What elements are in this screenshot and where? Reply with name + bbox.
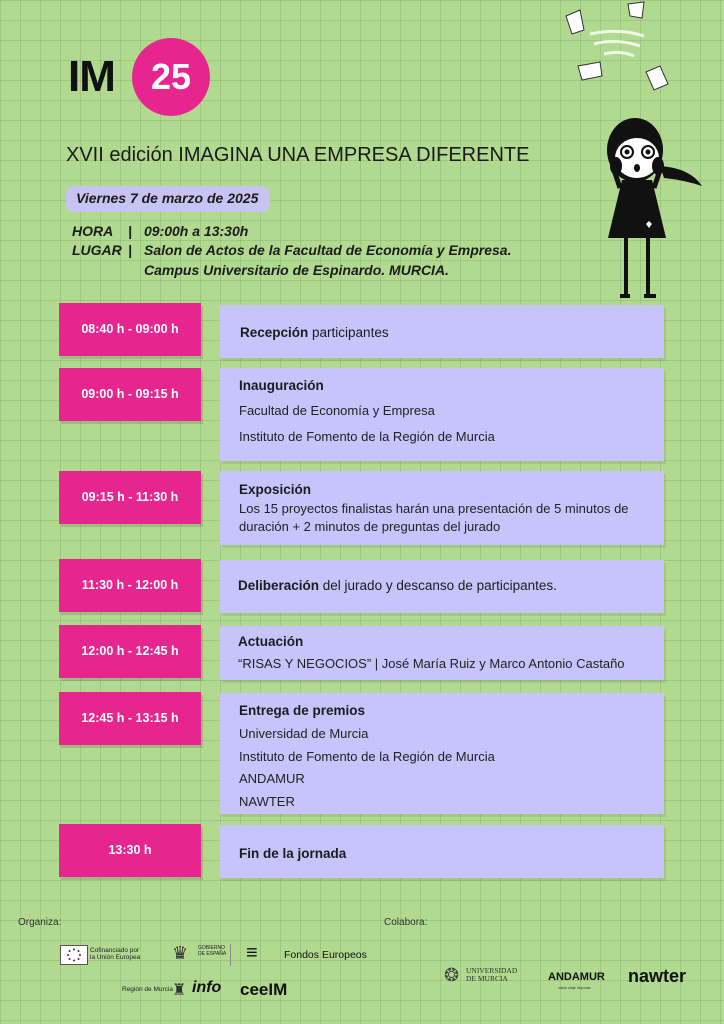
activity-title: Actuación <box>238 634 304 649</box>
activity-card <box>220 305 664 358</box>
region-murcia-crest-icon: ♜ <box>172 982 187 999</box>
activity-line: Facultad de Economía y Empresa <box>239 403 435 418</box>
universidad-murcia-text: UNIVERSIDAD DE MURCIA <box>466 966 518 983</box>
activity-title: Entrega de premios <box>239 703 366 718</box>
lugar-value-line2: Campus Universitario de Espinardo. MURCIA. <box>144 262 449 278</box>
edition-title: XVII edición IMAGINA UNA EMPRESA DIFERENTE <box>66 144 530 166</box>
fondos-europeos-icon: ≡ <box>246 942 258 964</box>
time-slot: 12:45 h - 13:15 h <box>59 692 201 745</box>
info-logo: info <box>192 979 222 996</box>
activity-card <box>220 825 664 878</box>
activity-card <box>220 471 664 545</box>
girl-character-illustration <box>560 0 720 305</box>
activity-title: Fin de la jornada <box>239 846 347 861</box>
time-slot: 13:30 h <box>59 824 201 877</box>
eu-logo-text: Cofinanciado por la Unión Europea <box>90 947 141 961</box>
organiza-label: Organiza: <box>18 917 62 928</box>
activity-card <box>220 693 664 814</box>
hora-separator: | <box>128 223 132 239</box>
activity-rest: participantes <box>308 325 389 340</box>
gobierno-logo-text: GOBIERNO DE ESPAÑA <box>198 945 227 957</box>
activity-line: “RISAS Y NEGOCIOS” | José María Ruiz y Marco Antonio Castaño <box>238 656 625 671</box>
hora-label: HORA <box>72 223 114 239</box>
activity-rest: del jurado y descanso de participantes. <box>319 578 557 593</box>
activity-title: Inauguración <box>239 378 324 393</box>
hora-value: 09:00h a 13:30h <box>144 223 249 239</box>
activity-text <box>238 577 557 595</box>
logo-divider <box>230 944 231 966</box>
lugar-value-line1: Salon de Actos de la Facultad de Economía y Empresa. <box>144 242 512 258</box>
time-slot: 09:15 h - 11:30 h <box>59 471 201 524</box>
lugar-separator: | <box>128 242 132 258</box>
eu-flag-icon <box>60 945 88 965</box>
activity-line: duración + 2 minutos de preguntas del jurado <box>239 519 501 534</box>
ceeim-logo: ceeIM <box>240 980 288 999</box>
time-slot: 11:30 h - 12:00 h <box>59 559 201 612</box>
activity-title: Exposición <box>239 482 312 497</box>
event-date: Viernes 7 de marzo de 2025 <box>76 190 259 206</box>
activity-title: Recepción <box>240 325 309 340</box>
activity-line: Los 15 proyectos finalistas harán una presentación de 5 minutos de <box>239 501 629 516</box>
activity-line: Universidad de Murcia <box>239 726 369 741</box>
andamur-tagline: cada viaje importa <box>558 985 591 990</box>
time-slot: 12:00 h - 12:45 h <box>59 625 201 678</box>
activity-card <box>220 368 664 461</box>
region-murcia-text: Región de Murcia <box>122 986 173 993</box>
nawter-logo: nawter <box>628 966 687 986</box>
time-slot: 08:40 h - 09:00 h <box>59 303 201 356</box>
activity-card <box>220 626 664 680</box>
logo-number: 25 <box>150 56 192 97</box>
spain-coat-of-arms-icon: ♛ <box>172 943 189 963</box>
activity-line: NAWTER <box>239 794 295 809</box>
activity-card <box>220 560 664 613</box>
colabora-label: Colabora: <box>384 917 428 928</box>
universidad-murcia-seal-icon: ❂ <box>444 965 460 985</box>
logo-im-text: IM <box>68 52 115 101</box>
lugar-label: LUGAR <box>72 242 122 258</box>
activity-title: Deliberación <box>238 578 320 593</box>
time-slot: 09:00 h - 09:15 h <box>59 368 201 421</box>
andamur-logo: ANDAMUR <box>548 971 605 983</box>
fondos-europeos-text: Fondos Europeos <box>284 949 367 961</box>
activity-line: Instituto de Fomento de la Región de Murcia <box>239 749 495 764</box>
activity-text <box>240 324 389 342</box>
activity-line: ANDAMUR <box>239 771 305 786</box>
activity-line: Instituto de Fomento de la Región de Murcia <box>239 429 495 444</box>
